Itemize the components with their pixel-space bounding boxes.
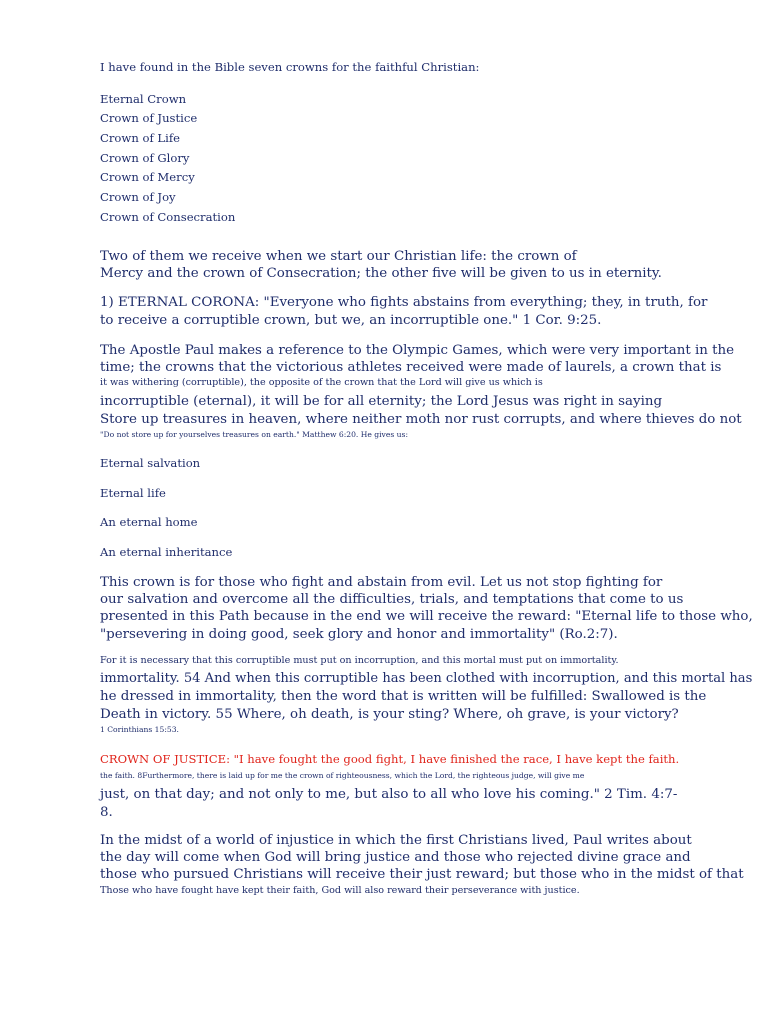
list-item: Crown of Life: [100, 131, 180, 145]
text-line: This crown is for those who fight and abstain from evil. Let us not stop fighting for: [100, 575, 663, 590]
list-item: Eternal salvation: [100, 456, 201, 470]
text-line: CROWN OF JUSTICE: "I have fought the good fight, I have finished the race, I have kept the faith.: [100, 752, 680, 766]
text-line: to receive a corruptible crown, but we, an incorruptible one." 1 Cor. 9:25.: [100, 313, 602, 328]
text-line: the day will come when God will bring justice and those who rejected divine grace and: [100, 850, 691, 865]
list-item: Eternal life: [100, 486, 166, 500]
text-line: our salvation and overcome all the difficulties, trials, and temptations that come to us: [100, 592, 684, 607]
text-line: The Apostle Paul makes a reference to the Olympic Games, which were very important in the: [100, 343, 735, 358]
text-line: he dressed in immortality, then the word that is written will be fulfilled: Swallowed is the: [100, 689, 707, 704]
text-line: the faith. 8Furthermore, there is laid up for me the crown of righteousness, which the Lord, the righteous judge, will give me: [100, 771, 585, 780]
text-line: Mercy and the crown of Consecration; the other five will be given to us in eternity.: [100, 266, 662, 281]
list-item: Crown of Mercy: [100, 170, 195, 184]
text-line: "Do not store up for yourselves treasures on earth." Matthew 6:20. He gives us:: [100, 430, 409, 439]
text-line: For it is necessary that this corruptible must put on incorruption, and this mortal must put on immortality.: [100, 655, 619, 666]
text-line: 8.: [100, 805, 113, 820]
list-item: Crown of Justice: [100, 111, 198, 125]
text-line: those who pursued Christians will receive their just reward; but those who in the midst of that: [100, 867, 744, 882]
text-line: it was withering (corruptible), the opposite of the crown that the Lord will give us which is: [100, 377, 543, 388]
text-line: Death in victory. 55 Where, oh death, is your sting? Where, oh grave, is your victory?: [100, 707, 679, 722]
text-line: Store up treasures in heaven, where neither moth nor rust corrupts, and where thieves do not: [100, 412, 742, 427]
list-item: An eternal inheritance: [100, 545, 233, 559]
intro-line: I have found in the Bible seven crowns for the faithful Christian:: [100, 60, 480, 74]
text-line: 1 Corinthians 15:53.: [100, 725, 179, 734]
text-line: Two of them we receive when we start our Christian life: the crown of: [100, 249, 577, 264]
text-line: Those who have fought have kept their faith, God will also reward their perseverance with justice.: [100, 885, 580, 896]
list-item: Crown of Joy: [100, 190, 176, 204]
text-line: immortality. 54 And when this corruptible has been clothed with incorruption, and this mortal has: [100, 671, 753, 686]
list-item: Crown of Glory: [100, 151, 190, 165]
list-item: Eternal Crown: [100, 92, 187, 106]
list-item: An eternal home: [100, 515, 198, 529]
list-item: Crown of Consecration: [100, 210, 236, 224]
text-line: just, on that day; and not only to me, but also to all who love his coming." 2 Tim. 4:7-: [100, 787, 678, 802]
text-line: incorruptible (eternal), it will be for all eternity; the Lord Jesus was right in saying: [100, 394, 663, 409]
text-line: "persevering in doing good, seek glory and honor and immortality" (Ro.2:7).: [100, 627, 618, 642]
text-line: 1) ETERNAL CORONA: "Everyone who fights abstains from everything; they, in truth, for: [100, 295, 708, 310]
text-line: time; the crowns that the victorious athletes received were made of laurels, a crown that is: [100, 360, 722, 375]
text-line: In the midst of a world of injustice in which the first Christians lived, Paul writes about: [100, 833, 692, 848]
text-line: presented in this Path because in the end we will receive the reward: "Eternal life to those who,: [100, 609, 753, 624]
